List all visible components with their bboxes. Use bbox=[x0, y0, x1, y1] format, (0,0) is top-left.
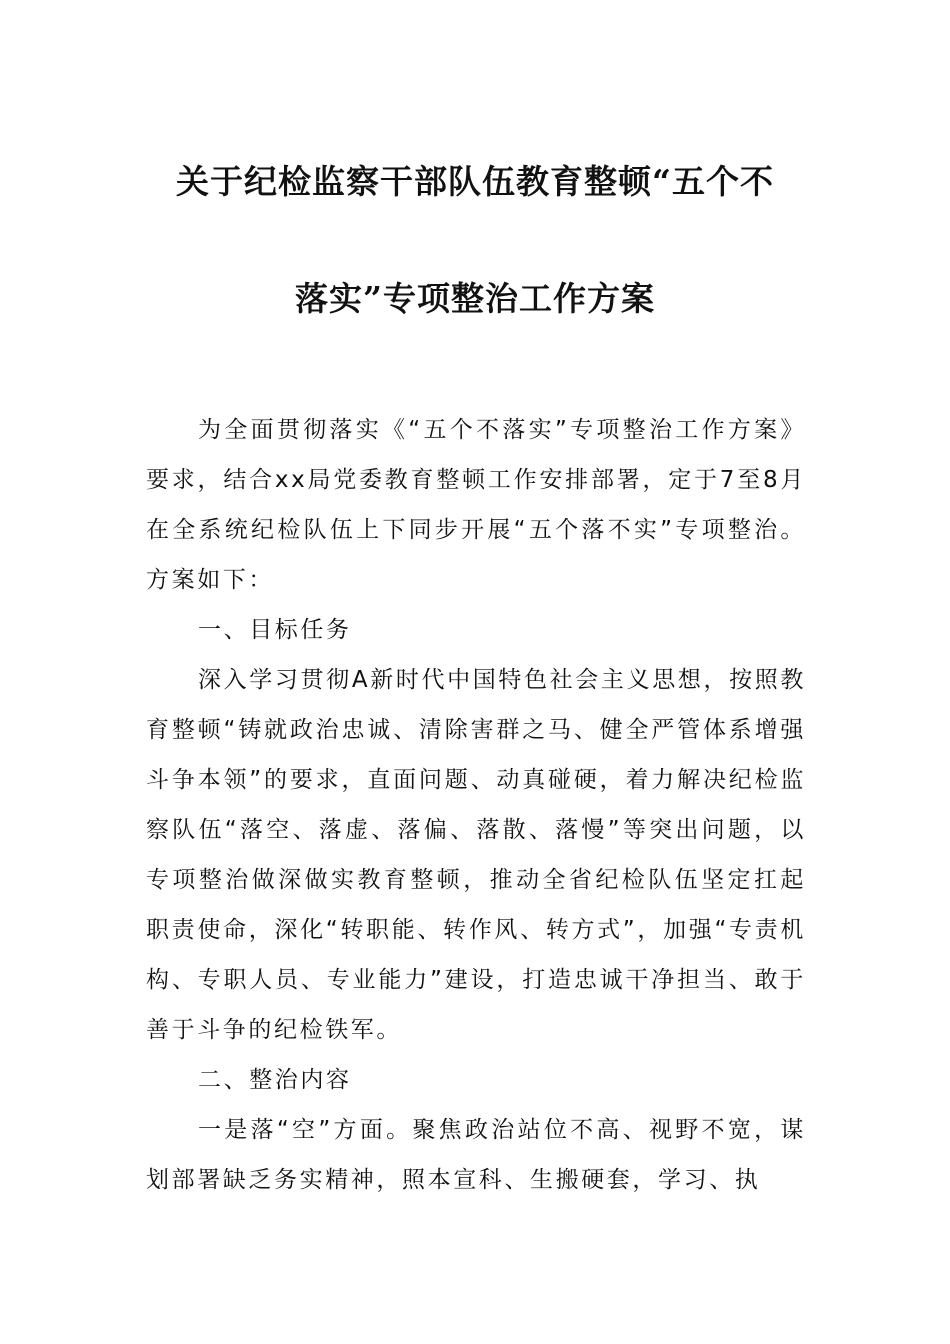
document-title-line-2: 落实”专项整治工作方案 bbox=[295, 279, 655, 318]
section-heading-goals: 一、目标任务 bbox=[198, 617, 352, 643]
intro-paragraph: 为全面贯彻落实《“五个不落实”专项整治工作方案》要求，结合xx局党委教育整顿工作安排部署，定于7至8月在全系统纪检队伍上下同步开展“五个落不实”专项整治。方案如下： bbox=[146, 417, 806, 593]
document-title-line-1: 关于纪检监察干部队伍教育整顿“五个不 bbox=[176, 162, 774, 201]
content-paragraph: 一是落“空”方面。聚焦政治站位不高、视野不宽，谋划部署缺乏务实精神，照本宣科、生搬硬套，学习、执 bbox=[146, 1117, 806, 1193]
document-body bbox=[146, 405, 806, 1205]
section-heading-content: 二、整治内容 bbox=[198, 1067, 352, 1093]
goals-paragraph: 深入学习贯彻A新时代中国特色社会主义思想，按照教育整顿“铸就政治忠诚、清除害群之马、健全严管体系增强斗争本领”的要求，直面问题、动真碰硬，着力解决纪检监察队伍“落空、落虚、落偏、落散、落慢”等突出问题，以专项整治做深做实教育整顿，推动全省纪检队伍坚定扛起职责使命，深化“转职能、转作风、转方式”，加强“专责机构、专职人员、专业能力”建设，打造忠诚干净担当、敢于善于斗争的纪检铁军。 bbox=[146, 667, 806, 1043]
